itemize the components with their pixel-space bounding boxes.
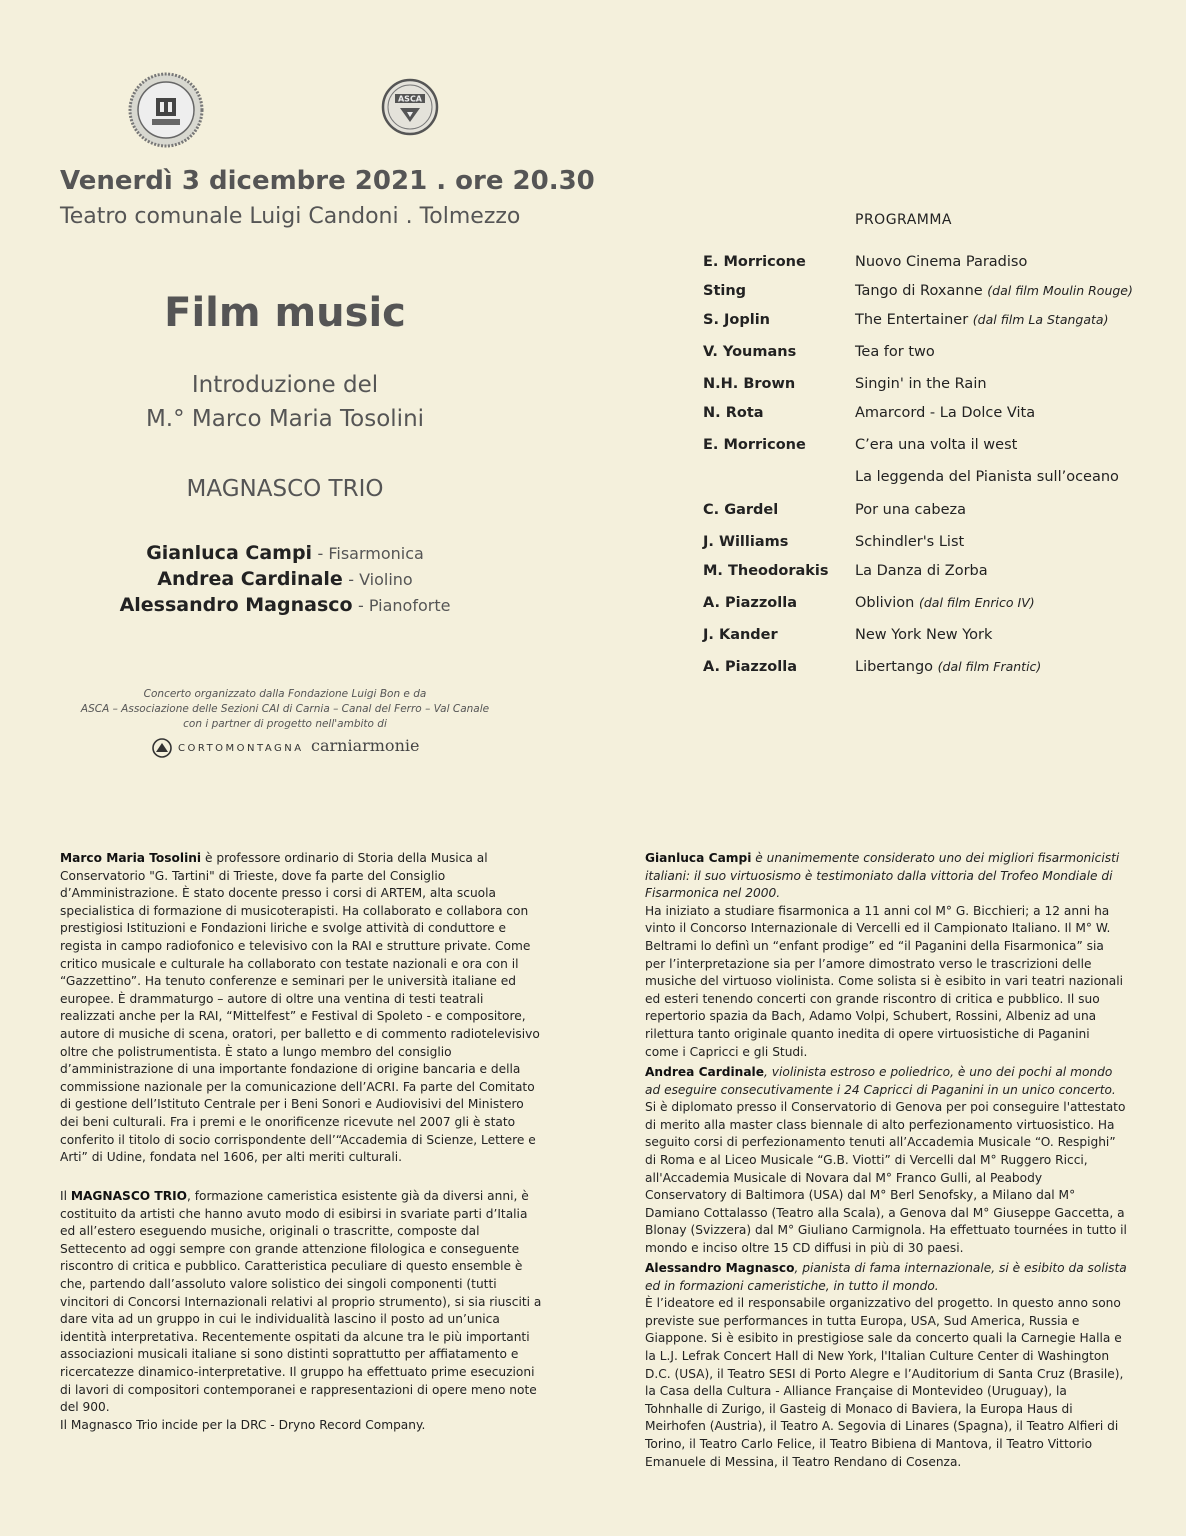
event-date: Venerdì 3 dicembre 2021 . ore 20.30 (60, 166, 595, 196)
performer-role: Violino (359, 570, 413, 589)
performer-role: Pianoforte (368, 596, 451, 615)
composer: Sting (703, 283, 747, 299)
composer: E. Morricone (703, 437, 806, 453)
introduction-line-1: Introduzione del (191, 372, 379, 398)
performer-name: Gianluca Campi (146, 542, 313, 564)
programme-heading: PROGRAMMA (855, 212, 953, 228)
piece: Nuovo Cinema Paradiso (855, 254, 1028, 270)
event-venue: Teatro comunale Luigi Candoni . Tolmezzo (60, 204, 521, 229)
performer-1: Gianluca Campi - Fisarmonica (146, 542, 424, 564)
composer: A. Piazzolla (703, 659, 797, 675)
piece: Singin' in the Rain (855, 376, 987, 392)
composer: M. Theodorakis (703, 563, 829, 579)
cardinale-bio: Andrea Cardinale, violinista estroso e poliedrico, è uno dei pochi al mondo ad eseguire consecutivamente i 24 Capricci di Paganini in un unico concerto. Si è diplomato presso il Conservatorio di Genova per poi conseguire l'attestato di merito alla master class biennale di alto perfezionamento virtuosistico. Ha seguito corsi di perfezionamento tenuti all’Accademia Musicale “O. Respighi” di Roma e al Liceo Musicale “G.B. Viotti” di Vercelli dal M° Ruggero Ricci, all'Accademia Musicale di Novara dal M° Franco Gulli, al Peabody Conservatory di Baltimora (USA) dal M° Berl Senofsky, a Milano dal M° Damiano Cottalasso (Teatro alla Scala), a Genova dal M° Giuseppe Gaccetta, a Blonay (Svizzera) dal M° Giuliano Carmignola. Ha effettuato tournées in tutto il mondo e inciso oltre 15 CD diffusi in più di 30 paesi. (645, 1065, 1127, 1255)
performer-2: Andrea Cardinale - Violino (157, 568, 413, 590)
piece: Tango di Roxanne (dal film Moulin Rouge) (855, 283, 1133, 299)
performer-name: Alessandro Magnasco (119, 594, 353, 616)
composer: A. Piazzolla (703, 595, 797, 611)
piece: Oblivion (dal film Enrico IV) (855, 595, 1035, 611)
composer: N. Rota (703, 405, 764, 421)
piece: C’era una volta il west (855, 437, 1018, 453)
piece: Libertango (dal film Frantic) (855, 659, 1042, 675)
mountain-icon (152, 738, 172, 758)
carniarmonie-logo: carniarmonie (311, 736, 420, 755)
asca-logo (381, 78, 439, 136)
composer: E. Morricone (703, 254, 806, 270)
campi-bio: Gianluca Campi è unanimemente considerato uno dei migliori fisarmonicisti italiani: il suo virtuosismo è testimoniato dalla vittoria del Trofeo Mondiale di Fisarmonica nel 2000. Ha iniziato a studiare fisarmonica a 11 anni col M° G. Bicchieri; a 12 anni ha vinto il Concorso Internazionale di Vercelli ed il Campionato Italiano. Il M° W. Beltrami lo definì un “enfant prodige” ed “il Paganini della Fisarmonica” sia per l’interpretazione sia per l’amore dimostrato verso le trascrizioni delle musiche del virtuoso violinista. Come solista si è esibito in vari teatri nazionali ed esteri tenendo concerti con grande riscontro di critica e pubblico. Il suo repertorio spazia da Bach, Adamo Volpi, Schubert, Rossini, Albeniz ad una rilettura tanto originale quanto inedita di opere virtuosistiche di Paganini come i Capricci e gli Studi. (645, 851, 1123, 1059)
magnasco-bio: Alessandro Magnasco, pianista di fama internazionale, si è esibito da solista ed in formazioni cameristiche, in tutto il mondo. È l’ideatore ed il responsabile organizzativo del progetto. In questo anno sono previste sue performances in tutta Europa, USA, Sud America, Russia e Giappone. Si è esibito in prestigiose sale da concerto quali la Carnegie Halla e la L.J. Lefrak Concert Hall di New York, l'Italian Culture Center di Washington D.C. (USA), il Teatro SESI di Porto Alegre e l’Auditorium di Santa Cruz (Brasile), la Casa della Cultura - Alliance Française di Montevideo (Uruguay), la Tohnhalle di Zurigo, il Gasteig di Monaco di Baviera, la Europa Haus di Meirhofen (Austria), il Teatro A. Segovia di Linares (Spagna), il Teatro Alfieri di Torino, il Teatro Carlo Felice, il Teatro Bibiena di Mantova, il Teatro Vittorio Emanuele di Messina, il Teatro Rendano di Cosenza. (645, 1261, 1127, 1469)
organizers-line-3: con i partner di progetto nell'ambito di (183, 718, 387, 730)
piece: The Entertainer (dal film La Stangata) (855, 312, 1109, 328)
piece: La Danza di Zorba (855, 563, 988, 579)
organizers-line-1: Concerto organizzato dalla Fondazione Luigi Bon e da (143, 688, 427, 700)
concert-title: Film music (164, 290, 406, 336)
piece: New York New York (855, 627, 993, 643)
composer: S. Joplin (703, 312, 770, 328)
fondazione-seal-logo (128, 72, 204, 148)
piece: Por una cabeza (855, 502, 967, 518)
ensemble-name: MAGNASCO TRIO (186, 476, 384, 502)
composer: J. Williams (703, 534, 789, 550)
piece: Amarcord - La Dolce Vita (855, 405, 1036, 421)
organizers-line-2: ASCA – Associazione delle Sezioni CAI di Carnia – Canal del Ferro – Val Canale (80, 703, 490, 715)
piece: Schindler's List (855, 534, 965, 550)
performer-name: Andrea Cardinale (157, 568, 343, 590)
cortomontagna-logo: CORTOMONTAGNA (152, 738, 304, 758)
composer: V. Youmans (703, 344, 797, 360)
performer-role: Fisarmonica (328, 544, 424, 563)
trio-bio: Il MAGNASCO TRIO, formazione cameristica esistente già da diversi anni, è costituito da artisti che hanno avuto modo di esibirsi in svariate parti d’Italia ed all’estero eseguendo musiche, originali o trascritte, composte dal Settecento ad oggi sempre con grande attenzione filologica e conseguente riscontro di critica e pubblico. Caratteristica peculiare di questo ensemble è che, partendo dall’assoluto valore solistico dei singoli componenti (tutti vincitori di Concorsi Internazionali relativi al proprio strumento), si sia riusciti a dare vita ad un gruppo in cui le individualità lascino il posto ad un’unica identità interpretativa. Recentemente ospitati da alcune tra le più importanti associazioni musicali italiane si sono distinti soprattutto per affiatamento e ricercatezze dinamico-interpretative. Il gruppo ha effettuato prime esecuzioni di lavori di compositori contemporanei e rappresentazioni di opere meno note del 900. Il Magnasco Trio incide per la DRC - Dryno Record Company. (60, 1189, 542, 1432)
composer: J. Kander (703, 627, 778, 643)
svg-text:ASCA: ASCA (397, 94, 423, 104)
piece: Tea for two (855, 344, 935, 360)
performer-3: Alessandro Magnasco - Pianoforte (119, 594, 451, 616)
piece: La leggenda del Pianista sull’oceano (855, 469, 1119, 485)
introduction-line-2: M.° Marco Maria Tosolini (145, 406, 425, 432)
composer: N.H. Brown (703, 376, 796, 392)
composer: C. Gardel (703, 502, 779, 518)
tosolini-bio: Marco Maria Tosolini è professore ordinario di Storia della Musica al Conservatorio "G. Tartini" di Trieste, dove fa parte del Consiglio d’Amministrazione. È stato docente presso i corsi di ARTEM, alta scuola specialistica di formazione di musicoterapisti. Ha collaborato e collabora con prestigiosi Istituzioni e Fondazioni liriche e svolge attività di conduttore e regista in campo radiofonico e televisivo con la RAI e strutture private. Come critico musicale e culturale ha collaborato con testate nazionali e ora con il “Gazzettino”. Ha tenuto conferenze e seminari per le università italiane ed europee. È drammaturgo – autore di oltre una ventina di testi teatrali realizzati anche per la RAI, “Mittelfest” e Festival di Spoleto - e compositore, autore di musiche di scena, oratori, per balletto e di commento radiotelevisivo oltre che polistrumentista. È stato a lungo membro del consiglio d’amministrazione di una importante fondazione di origine bancaria e della commissione nazionale per la comunicazione dell’ACRI. Fa parte del Comitato di gestione dell’Istituto Centrale per i Beni Sonori e Audiovisivi del Ministero dei beni culturali. Fra i premi e le onorificenze ricevute nel 2007 gli è stato conferito il titolo di socio corrispondente dell’“Accademia di Scienze, Lettere e Arti” di Udine, fondata nel 1606, per alti meriti culturali. (60, 851, 540, 1165)
